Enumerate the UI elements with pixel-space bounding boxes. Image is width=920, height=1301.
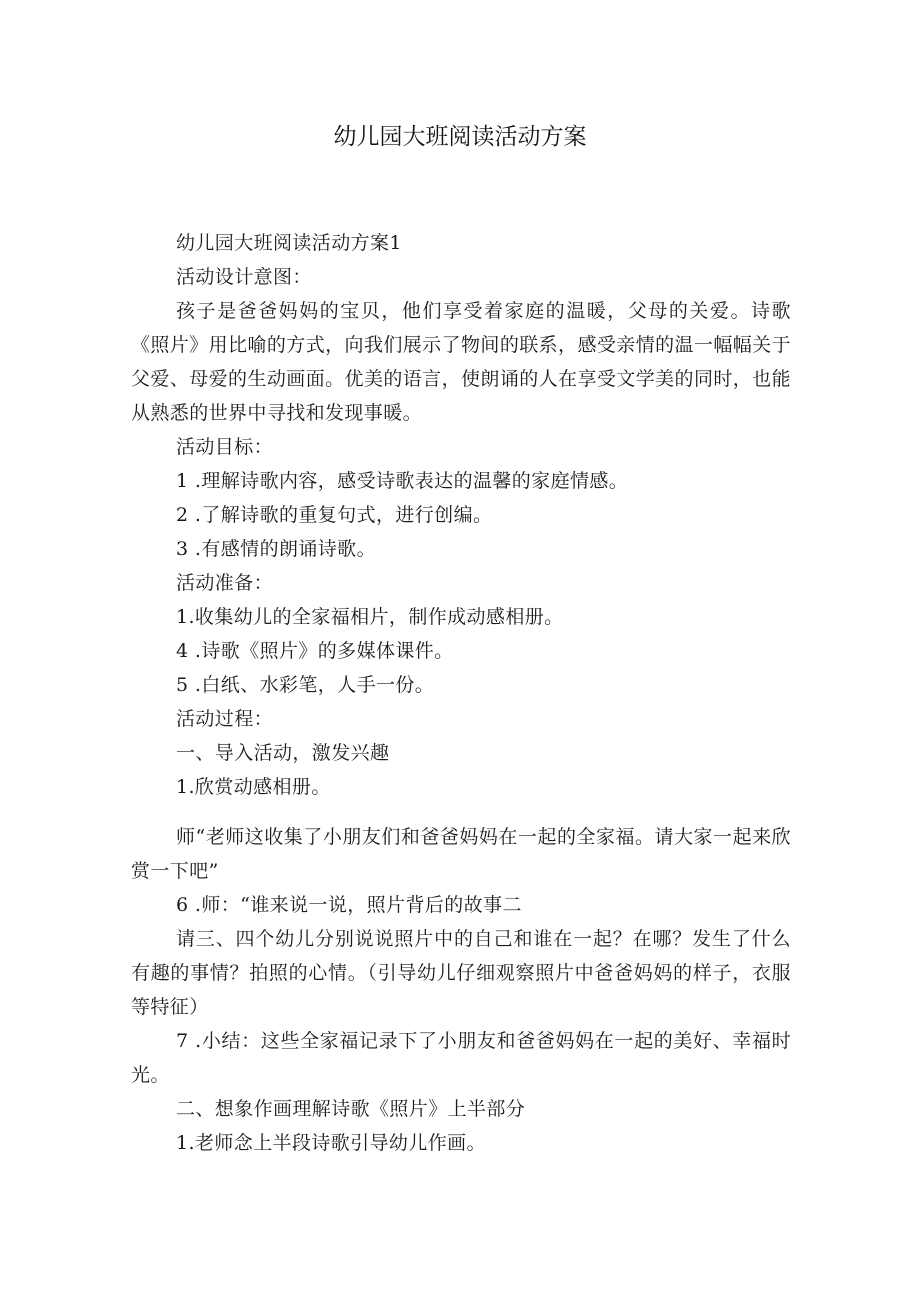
paragraph-children-share: 请三、四个幼儿分别说说照片中的自己和谁在一起？在哪？发生了什么有趣的事情？拍照的心情。（引导幼儿仔细观察照片中爸爸妈妈的样子，衣服等特征） bbox=[131, 928, 791, 1018]
paragraph-goal-3: 3 .有感情的朗诵诗歌。 bbox=[176, 538, 376, 560]
paragraph-prep-label: 活动准备： bbox=[176, 572, 274, 594]
paragraph-step-7-summary: 7 .小结：这些全家福记录下了小朋友和爸爸妈妈在一起的美好、幸福时光。 bbox=[131, 1030, 791, 1086]
paragraph-step-6: 6 .师：“谁来说一说，照片背后的故事二 bbox=[176, 894, 522, 916]
paragraph-design-intent-text: 孩子是爸爸妈妈的宝贝，他们享受着家庭的温暖，父母的关爱。诗歌《照片》用比喻的方式，向我们展示了物间的联系，感受亲情的温一幅幅关于父爱、母爱的生动画面。优美的语言，使朗诵的人在享受文学美的同时，也能从熟悉的世界中寻找和发现事暖。 bbox=[131, 300, 791, 424]
paragraph-prep-4: 4 .诗歌《照片》的多媒体课件。 bbox=[176, 640, 454, 662]
paragraph-goal-1: 1 .理解诗歌内容，感受诗歌表达的温馨的家庭情感。 bbox=[176, 470, 629, 492]
paragraph-plan-heading: 幼儿园大班阅读活动方案1 bbox=[176, 232, 402, 254]
paragraph-section-1-heading: 一、导入活动，激发兴趣 bbox=[176, 742, 390, 764]
paragraph-step-draw: 1.老师念上半段诗歌引导幼儿作画。 bbox=[176, 1132, 486, 1154]
document-body bbox=[131, 226, 791, 1160]
paragraph-teacher-intro: 师“老师这收集了小朋友们和爸爸妈妈在一起的全家福。请大家一起来欣赏一下吧” bbox=[131, 826, 791, 882]
paragraph-step-album: 1.欣赏动感相册。 bbox=[176, 776, 331, 798]
paragraph-goal-2: 2 .了解诗歌的重复句式，进行创编。 bbox=[176, 504, 493, 526]
paragraph-process-label: 活动过程： bbox=[176, 708, 274, 730]
paragraph-goals-label: 活动目标： bbox=[176, 436, 274, 458]
paragraph-prep-5: 5 .白纸、水彩笔，人手一份。 bbox=[176, 674, 435, 696]
paragraph-prep-1: 1.收集幼儿的全家福相片，制作成动感相册。 bbox=[176, 606, 564, 628]
paragraph-design-intent-label: 活动设计意图： bbox=[176, 266, 312, 288]
document-title: 幼儿园大班阅读活动方案 bbox=[333, 124, 587, 150]
paragraph-section-2-heading: 二、想象作画理解诗歌《照片》上半部分 bbox=[176, 1098, 526, 1120]
